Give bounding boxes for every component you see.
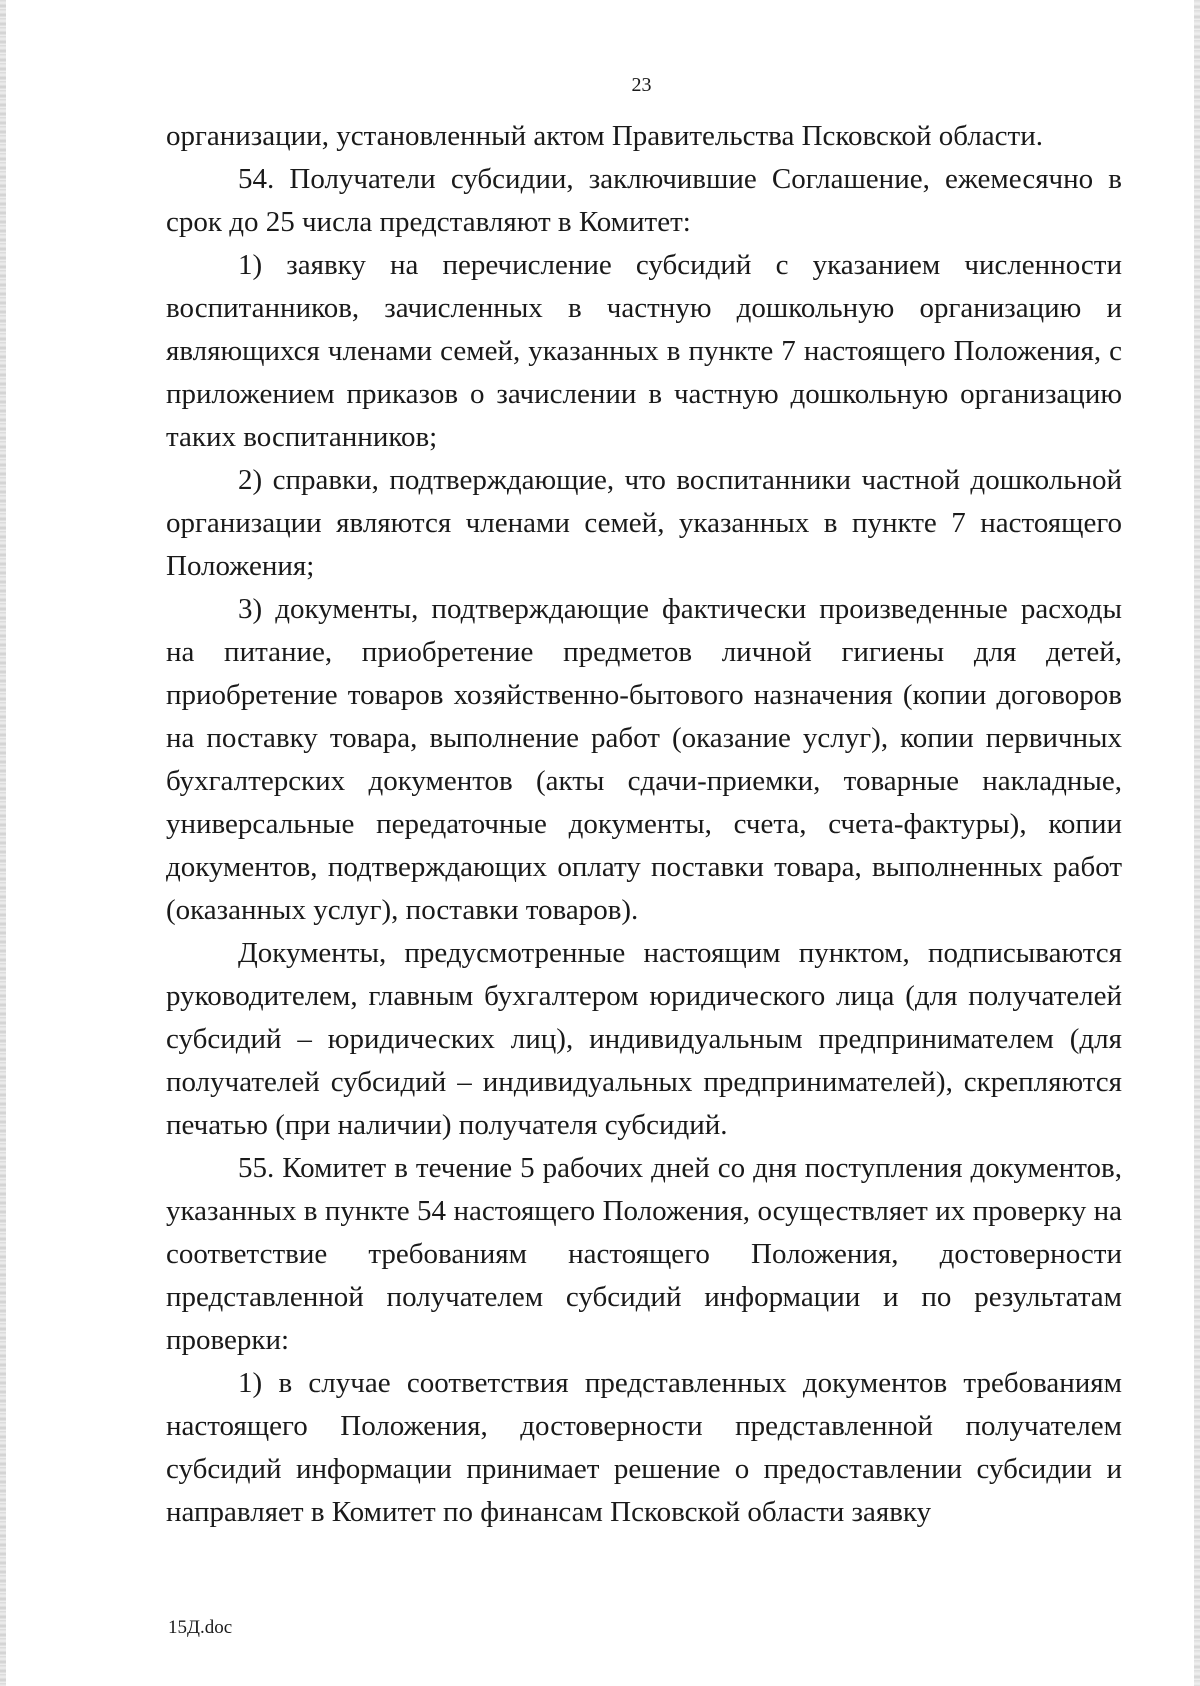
paragraph-54-subitem-3: 3) документы, подтверждающие фактически произведенные расходы на питание, приобретение предметов личной гигиены для детей, приобретение товаров хозяйственно-бытового назначения (копии договоров на поставку товара, выполнение работ (оказание услуг), копии первичных бухгалтерских документов (акты сдачи-приемки, товарные накладные, универсальные передаточные документы, счета, счета-фактуры), копии документов, подтверждающих оплату поставки товара, выполненных работ (оказанных услуг), поставки товаров).	[166, 593, 1122, 926]
paragraph-54-subitem-2: 2) справки, подтверждающие, что воспитанники частной дошкольной организации являются членами семей, указанных в пункте 7 настоящего Положения;	[166, 464, 1122, 582]
scan-edge-right	[1194, 0, 1200, 1686]
paragraph-54-subitem-1: 1) заявку на перечисление субсидий с указанием численности воспитанников, зачисленных в частную дошкольную организацию и являющихся членами семей, указанных в пункте 7 настоящего Положения, с приложением приказов о зачислении в частную дошкольную организацию таких воспитанников;	[166, 249, 1122, 453]
paragraph-item-54: 54. Получатели субсидии, заключившие Соглашение, ежемесячно в срок до 25 числа представляют в Комитет:	[166, 163, 1122, 238]
scan-edge-left	[0, 0, 6, 1686]
document-body	[166, 115, 1122, 1534]
file-name-footer: 15Д.doc	[168, 1617, 233, 1638]
paragraph-continuation: организации, установленный актом Правительства Псковской области.	[166, 120, 1043, 152]
paragraph-item-55: 55. Комитет в течение 5 рабочих дней со дня поступления документов, указанных в пункте 54 настоящего Положения, осуществляет их проверку на соответствие требованиям настоящего Положения, достоверности представленной получателем субсидий информации и по результатам проверки:	[166, 1152, 1122, 1356]
paragraph-55-subitem-1: 1) в случае соответствия представленных документов требованиям настоящего Положения, достоверности представленной получателем субсидий информации принимает решение о предоставлении субсидии и направляет в Комитет по финансам Псковской области заявку	[166, 1367, 1122, 1528]
page-number: 23	[631, 74, 652, 96]
paragraph-signature-requirements: Документы, предусмотренные настоящим пунктом, подписываются руководителем, главным бухгалтером юридического лица (для получателей субсидий – юридических лиц), индивидуальным предпринимателем (для получателей субсидий – индивидуальных предпринимателей), скрепляются печатью (при наличии) получателя субсидий.	[166, 937, 1122, 1141]
